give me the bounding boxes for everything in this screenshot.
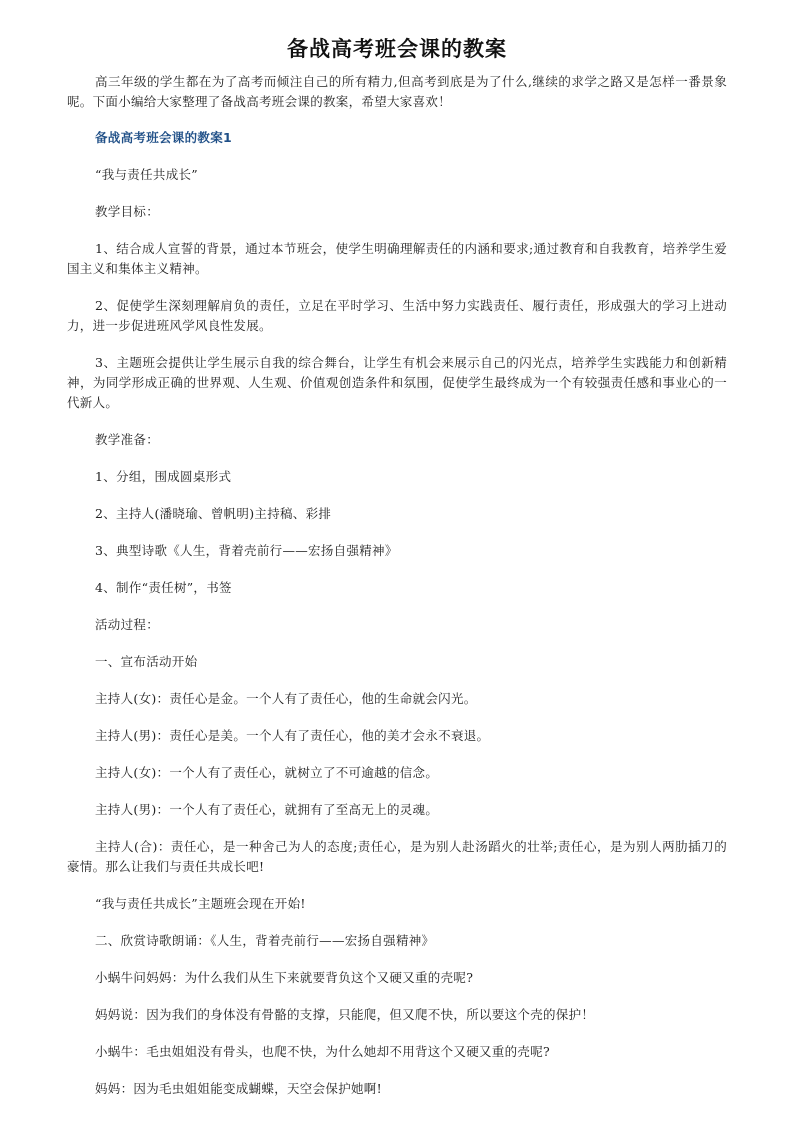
preparation-3: 3、典型诗歌《人生，背着壳前行——宏扬自强精神》 [95, 543, 398, 558]
preparation-4: 4、制作“责任树”，书签 [95, 580, 232, 595]
objective-1: 1、结合成人宣誓的背景，通过本节班会，使学生明确理解责任的内涵和要求;通过教育和自我教育，培养学生爱国主义和集体主义精神。 [67, 241, 727, 276]
dialogue-line: 妈妈：因为毛虫姐姐能变成蝴蝶，天空会保护她啊! [95, 1081, 382, 1096]
objective-3: 3、主题班会提供让学生展示自我的综合舞台，让学生有机会来展示自己的闪光点，培养学生实践能力和创新精神，为同学形成正确的世界观、人生观、价值观创造条件和氛围，促使学生最终成为一个有较强责任感和事业心的一代新人。 [67, 355, 727, 410]
host-line: 主持人(女)：责任心是金。一个人有了责任心，他的生命就会闪光。 [95, 691, 477, 706]
objective-2: 2、促使学生深刻理解肩负的责任，立足在平时学习、生活中努力实践责任、履行责任，形成强大的学习上进动力，进一步促进班风学风良性发展。 [67, 298, 727, 333]
meeting-start-line: “我与责任共成长”主题班会现在开始! [95, 896, 306, 911]
step-1-heading: 一、宣布活动开始 [95, 654, 198, 669]
process-label: 活动过程： [95, 617, 160, 632]
host-line: 主持人(女)：一个人有了责任心，就树立了不可逾越的信念。 [95, 765, 439, 780]
host-line: 主持人(男)：一个人有了责任心，就拥有了至高无上的灵魂。 [95, 802, 439, 817]
preparation-2: 2、主持人(潘晓瑜、曾帆明)主持稿、彩排 [95, 506, 332, 521]
section-heading: 备战高考班会课的教案1 [95, 130, 232, 145]
objectives-label: 教学目标： [95, 204, 160, 219]
intro-paragraph: 高三年级的学生都在为了高考而倾注自己的所有精力,但高考到底是为了什么,继续的求学之路又是怎样一番景象呢。下面小编给大家整理了备战高考班会课的教案，希望大家喜欢！ [67, 74, 727, 109]
document-body [67, 72, 727, 1099]
theme-title: “我与责任共成长” [95, 167, 198, 182]
dialogue-line: 小蜗牛：毛虫姐姐没有骨头，也爬不快，为什么她却不用背这个又硬又重的壳呢? [95, 1044, 551, 1059]
preparation-1: 1、分组，围成圆桌形式 [95, 469, 232, 484]
page-title: 备战高考班会课的教案 [287, 37, 507, 61]
step-2-heading: 二、欣赏诗歌朗诵：《人生，背着壳前行——宏扬自强精神》 [95, 933, 435, 948]
host-line: 主持人(男)：责任心是美。一个人有了责任心，他的美才会永不衰退。 [95, 728, 490, 743]
preparation-label: 教学准备： [95, 432, 160, 447]
dialogue-line: 妈妈说：因为我们的身体没有骨骼的支撑，只能爬，但又爬不快，所以要这个壳的保护！ [95, 1007, 595, 1022]
dialogue-line: 小蜗牛问妈妈：为什么我们从生下来就要背负这个又硬又重的壳呢? [95, 970, 474, 985]
host-line: 主持人(合)：责任心，是一种舍己为人的态度;责任心，是为别人赴汤蹈火的壮举;责任心，是为别人两肋插刀的豪情。那么让我们与责任共成长吧! [67, 839, 727, 874]
